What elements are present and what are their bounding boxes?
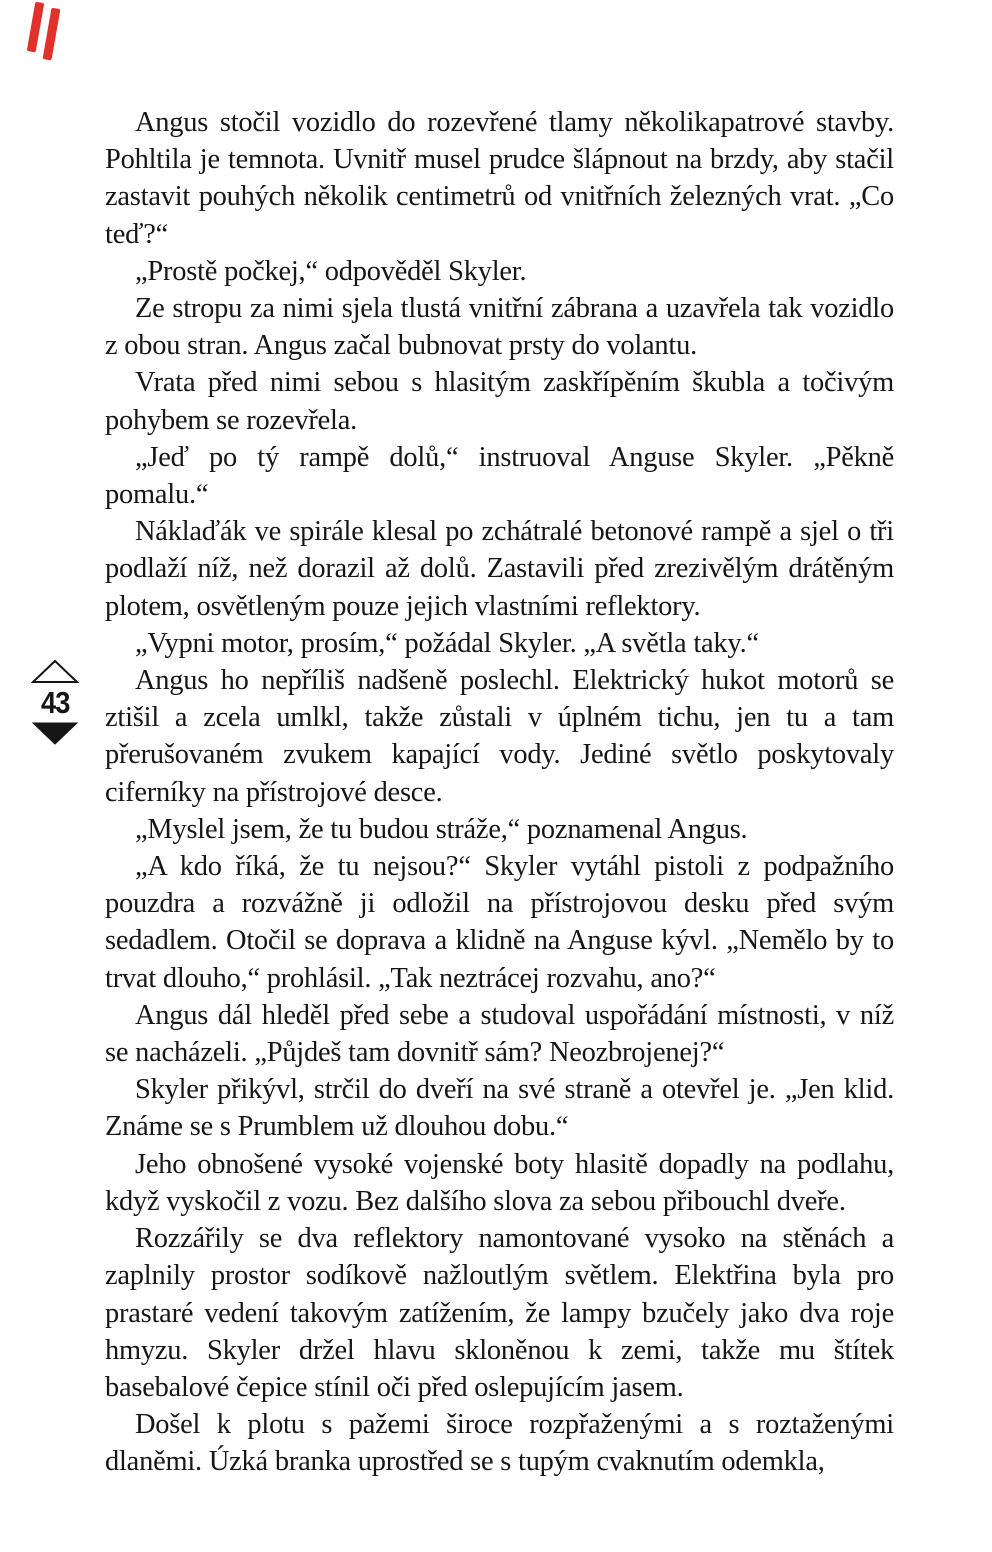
paragraph: Angus dál hleděl před sebe a studoval uspořádání místnosti, v níž se nacházeli. „Půjdeš tam dovnitř sám? Neozbrojenej?“ bbox=[105, 999, 894, 1069]
paragraph: Angus ho nepříliš nadšeně poslechl. Elektrický hukot motorů se ztišil a zcela umlkl, takže zůstali v úplném tichu, jen tu a tam přerušovaném zvukem kapající vody. Jediné světlo poskytovaly ciferníky na přístrojové desce. bbox=[105, 665, 894, 808]
paragraph: „Jeď po tý rampě dolů,“ instruoval Anguse Skyler. „Pěkně pomalu.“ bbox=[105, 441, 894, 511]
paragraph: Skyler přikývl, strčil do dveří na své straně a otevřel je. „Jen klid. Známe se s Prumblem už dlouhou dobu.“ bbox=[105, 1074, 894, 1143]
paragraph: Jeho obnošené vysoké vojenské boty hlasitě dopadly na podlahu, když vyskočil z vozu. Bez dalšího slova za sebou přibouchl dveře. bbox=[105, 1148, 894, 1217]
paragraph: Rozzářily se dva reflektory namontované vysoko na stěnách a zaplnily prostor sodíkově nažloutlým světlem. Elektřina byla pro prastaré vedení takovým zatížením, že lampy bzučely jako dva roje hmyzu. Skyler držel hlavu skloněnou k zemi, takže mu štítek basebalové čepice stínil oči před oslepujícím jasem. bbox=[105, 1223, 894, 1403]
paragraph: „Myslel jsem, že tu budou stráže,“ poznamenal Angus. bbox=[135, 813, 748, 845]
page-number: 43 bbox=[40, 685, 70, 720]
red-stroke bbox=[43, 8, 61, 61]
paragraph: Angus stočil vozidlo do rozevřené tlamy několikapatrové stavby. Pohltila je temnota. Uvnitř musel prudce šlápnout na brzdy, aby stačil zastavit pouhých několik centimetrů od vnitřních železných vrat. „Co teď?“ bbox=[105, 107, 894, 250]
paragraph: Ze stropu za nimi sjela tlustá vnitřní zábrana a uzavřela tak vozidlo z obou stran. Angus začal bubnovat prsty do volantu. bbox=[105, 293, 894, 362]
paragraph: „Vypni motor, prosím,“ požádal Skyler. „A světla taky.“ bbox=[135, 627, 759, 659]
triangle-up-icon bbox=[31, 659, 79, 684]
paragraph: Vrata před nimi sebou s hlasitým zaskřípěním škubla a točivým pohybem se rozevřela. bbox=[105, 367, 894, 436]
paragraph: „A kdo říká, že tu nejsou?“ Skyler vytáhl pistoli z podpažního pouzdra a rozvážně ji odložil na přístrojovou desku před svým sedadlem. Otočil se doprava a klidně na Anguse kývl. „Nemělo by to trvat dlouho,“ prohlásil. „Tak neztrácej rozvahu, ano?“ bbox=[105, 851, 894, 994]
paragraph: Došel k plotu s pažemi široce rozpřaženými a s roztaženými dlaněmi. Úzká branka uprostřed se s tupým cvaknutím odemkla, bbox=[105, 1409, 894, 1478]
page-number-marker bbox=[30, 659, 80, 746]
red-stroke bbox=[27, 2, 45, 53]
red-pen-marks-icon bbox=[26, 0, 66, 66]
triangle-down-icon bbox=[31, 722, 79, 746]
paragraph: „Prostě počkej,“ odpověděl Skyler. bbox=[135, 255, 527, 287]
paragraph: Náklaďák ve spirále klesal po zchátralé betonové rampě a sjel o tři podlaží níž, než dorazil až dolů. Zastavili před zrezivělým drátěným plotem, osvětleným pouze jejich vlastními reflektory. bbox=[105, 516, 894, 622]
body-text bbox=[105, 104, 894, 1481]
